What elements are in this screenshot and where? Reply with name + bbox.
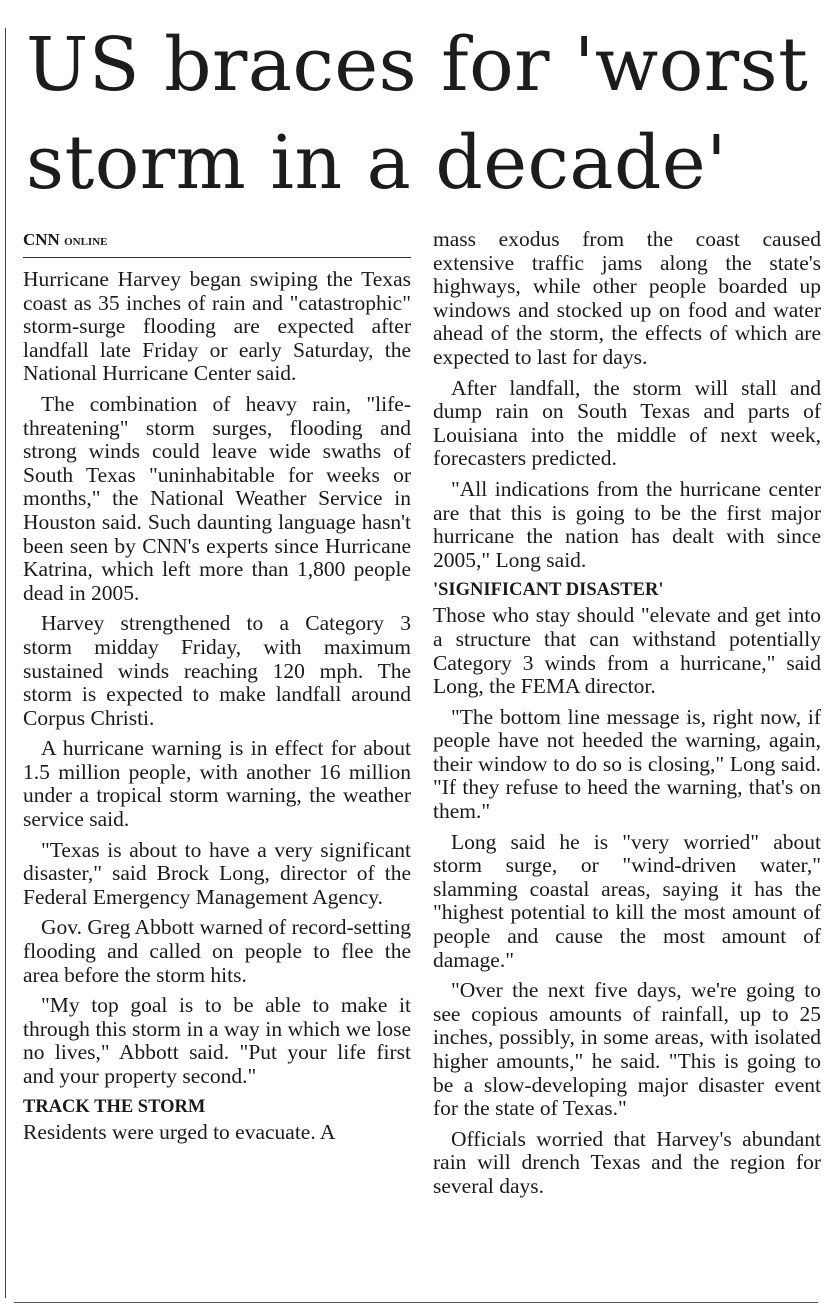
paragraph: mass exodus from the coast caused extensive traffic jams along the state's highways, while other people boarded up windows and stocked up on food and water ahead of the storm, the effects of which are expected to last for days. <box>433 227 821 369</box>
left-column-rule <box>5 28 6 1298</box>
paragraph: Those who stay should "elevate and get into a structure that can withstand potentially Category 3 winds from a hurricane," said Long, the FEMA director. <box>433 603 821 699</box>
paragraph: A hurricane warning is in effect for about 1.5 million people, with another 16 million under a tropical storm warning, the weather service said. <box>23 736 411 832</box>
byline <box>23 228 411 258</box>
article-column-left <box>23 228 411 1151</box>
paragraph: Long said he is "very worried" about storm surge, or "wind-driven water," slamming coastal areas, saying it has the "highest potential to kill the most amount of people and cause the most amount of damage." <box>433 829 821 972</box>
paragraph: "The bottom line message is, right now, if people have not heeded the warning, again, their window to do so is closing," Long said. "If they refuse to heed the warning, that's on them." <box>433 704 821 824</box>
paragraph: "Over the next five days, we're going to see copious amounts of rainfall, up to 25 inches, possibly, in some areas, with isolated higher amounts," he said. "This is going to be a slow-developing major disaster event for the state of Texas." <box>433 978 821 1121</box>
paragraph: The combination of heavy rain, "life-threatening" storm surges, flooding and strong winds could leave wide swaths of South Texas "uninhabitable for weeks or months," the National Weather Service in Houston said. Such daunting language hasn't been seen by CNN's experts since Hurricane Katrina, which left more than 1,800 people dead in 2005. <box>23 391 411 605</box>
bottom-rule <box>14 1302 818 1303</box>
paragraph: "All indications from the hurricane center are that this is going to be the first major hurricane the nation has dealt with since 2005," Long said. <box>433 476 821 572</box>
paragraph: Harvey strengthened to a Category 3 storm midday Friday, with maximum sustained winds reaching 120 mph. The storm is expected to make landfall around Corpus Christi. <box>23 611 411 730</box>
article-headline: US braces for 'worst storm in a decade' <box>26 22 809 206</box>
paragraph: Residents were urged to evacuate. A <box>23 1119 336 1144</box>
paragraph: Hurricane Harvey began swiping the Texas coast as 35 inches of rain and "catastrophic" storm-surge flooding are expected after landfall late Friday or early Saturday, the National Hurricane Center said. <box>23 267 411 386</box>
byline-outlet: online <box>64 233 108 249</box>
subhead-track-the-storm: TRACK THE STORM <box>23 1096 206 1117</box>
subhead-significant-disaster: 'SIGNIFICANT DISASTER' <box>433 580 664 601</box>
paragraph: After landfall, the storm will stall and dump rain on South Texas and parts of Louisiana into the middle of next week, forecasters predicted. <box>433 375 821 471</box>
paragraph: Officials worried that Harvey's abundant rain will drench Texas and the region for several days. <box>433 1126 821 1198</box>
paragraph: Gov. Greg Abbott warned of record-setting flooding and called on people to flee the area before the storm hits. <box>23 915 411 987</box>
byline-source: CNN <box>23 230 60 249</box>
paragraph: "My top goal is to be able to make it through this storm in a way in which we lose no lives," Abbott said. "Put your life first and your property second." <box>23 993 411 1088</box>
paragraph: "Texas is about to have a very significant disaster," said Brock Long, director of the Federal Emergency Management Agency. <box>23 837 411 909</box>
article-column-right <box>433 228 821 1206</box>
